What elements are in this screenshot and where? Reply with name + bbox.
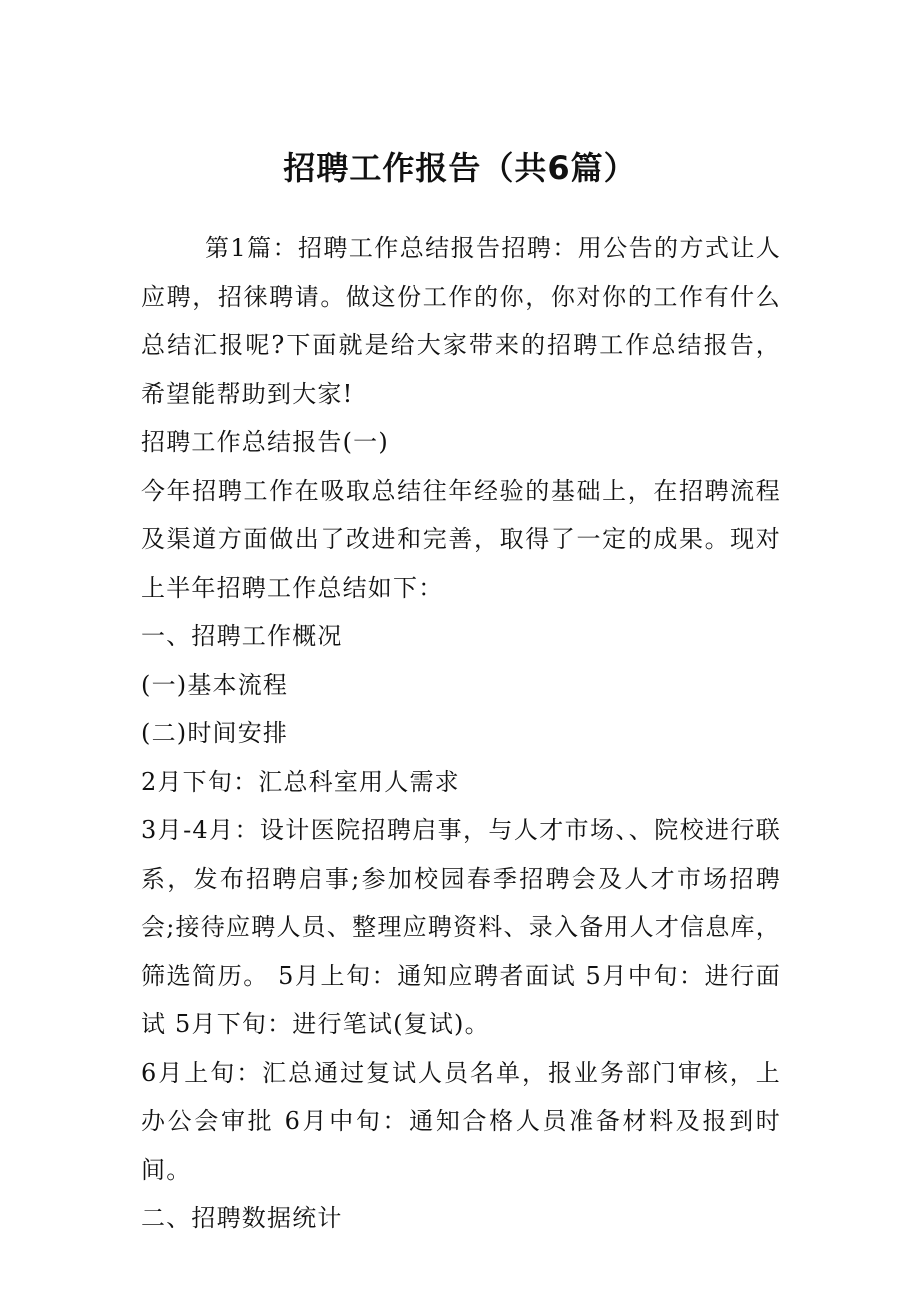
paragraph-summary: 今年招聘工作在吸取总结往年经验的基础上，在招聘流程及渠道方面做出了改进和完善，取得了一定的成果。现对上半年招聘工作总结如下： — [141, 476, 781, 602]
subsection-schedule: (二)时间安排 — [141, 719, 289, 747]
paragraph-intro: 第1篇：招聘工作总结报告招聘：用公告的方式让人应聘，招徕聘请。做这份工作的你，你对你的工作有什么总结汇报呢?下面就是给大家带来的招聘工作总结报告，希望能帮助到大家! — [141, 234, 781, 408]
subsection-basic-process: (一)基本流程 — [141, 670, 289, 699]
paragraph-february: 2月下旬：汇总科室用人需求 — [141, 767, 460, 796]
section-heading-overview: 一、招聘工作概况 — [141, 622, 343, 650]
document-body — [141, 224, 781, 1243]
paragraph-report-heading: 招聘工作总结报告(一) — [141, 428, 389, 456]
paragraph-june: 6月上旬：汇总通过复试人员名单，报业务部门审核，上办公会审批 6月中旬：通知合格人员准备材料及报到时间。 — [141, 1058, 781, 1184]
section-heading-statistics: 二、招聘数据统计 — [141, 1204, 343, 1232]
paragraph-march-may: 3月-4月：设计医院招聘启事，与人才市场、、院校进行联系，发布招聘启事;参加校园春季招聘会及人才市场招聘会;接待应聘人员、整理应聘资料、录入备用人才信息库，筛选简历。 5月上旬：通知应聘者面试 5月中旬：进行面试 5月下旬：进行笔试(复试)。 — [141, 816, 781, 1038]
document-title: 招聘工作报告（共6篇） — [283, 149, 637, 187]
